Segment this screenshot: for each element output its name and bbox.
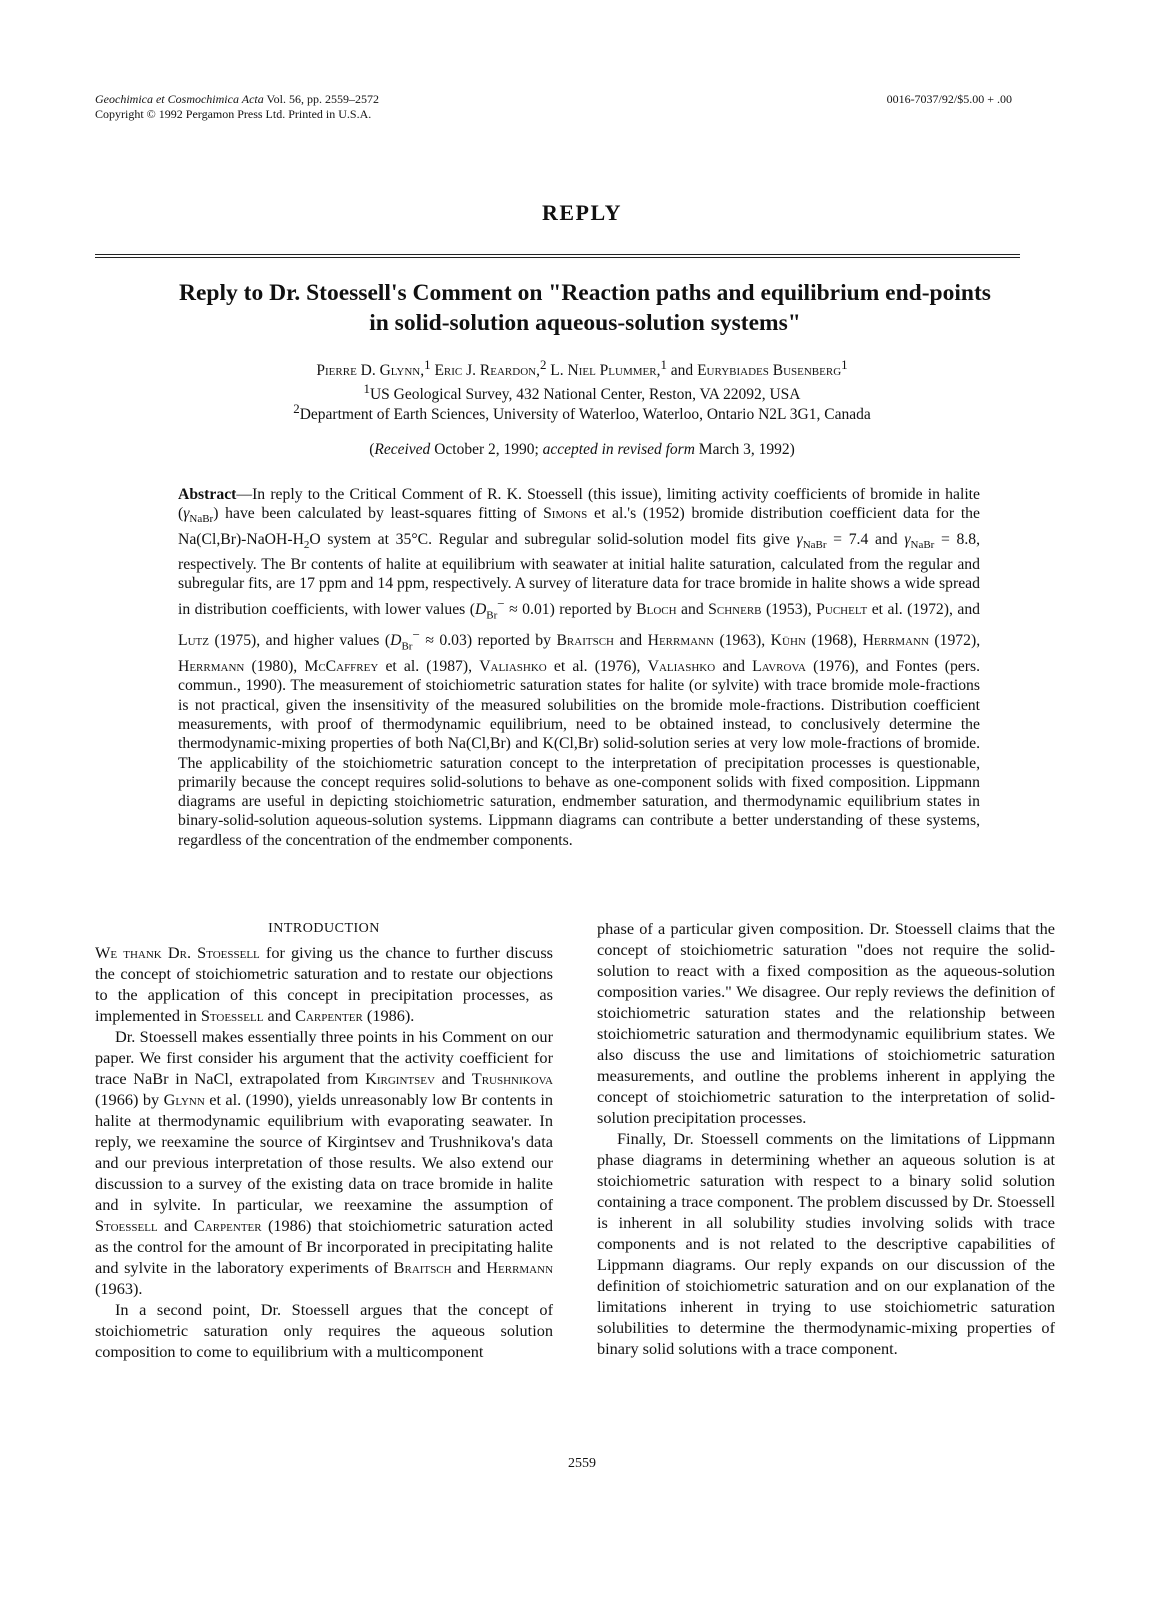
section-label: REPLY <box>541 200 623 225</box>
paragraph-text: and <box>441 1069 466 1088</box>
affiliation-1-text: US Geological Survey, 432 National Center, Reston, VA 22092, USA <box>369 386 801 404</box>
cited-name: Stoessell <box>200 1006 264 1025</box>
received-label: Received <box>374 441 431 458</box>
author-1: Pierre D. Glynn, <box>316 362 425 380</box>
abstract-text: —In reply to the Critical Comment of R. K. Stoessell (this issue), limiting activity coefficients of bromide in halite ( <box>178 486 980 523</box>
abstract-text: (1963), <box>719 632 766 650</box>
intro-paragraph-2 <box>95 1026 553 1299</box>
abstract-subscript: Br <box>486 609 498 622</box>
right-column <box>597 918 1055 1359</box>
abstract-symbol: γ <box>796 530 803 548</box>
paragraph-text: (1963). <box>95 1279 143 1298</box>
abstract-cited-name: Schnerb <box>708 601 762 618</box>
abstract-subscript: NaBr <box>189 513 214 526</box>
paragraph-text: Dr. Stoessell makes essentially three points in his Comment on our paper. We first consider his argument that the activity coefficient for trace NaBr in NaCl, extrapolated from <box>95 1027 553 1088</box>
rule-top <box>95 254 1020 255</box>
author-3: L. Niel Plummer, <box>550 362 661 380</box>
journal-citation <box>95 92 379 122</box>
received-date: October 2, 1990; <box>434 441 539 458</box>
abstract-text: (1976), and Fontes (pers. commun., 1990). The measurement of stoichiometric saturation states for halite (or sylvite) with trace bromide mole-fractions is not practical, given the insensitivity of the measured solubilities on the bromide mole-fractions. Distribution coefficient measurements, with proof of thermodynamic equilibrium, need to be obtained instead, to conclusively determine the thermodynamic-mixing properties of both Na(Cl,Br) and K(Cl,Br) solid-solution series at very low mole-fractions of bromide. The applicability of the stoichiometric saturation concept to the interpretation of precipitation processes is questionable, primarily because the concept requires solid-solutions to behave as one-component solids with fixed composition. Lippmann diagrams are useful in depicting stoichiometric saturation, endmember saturation, and thermodynamic equilibrium states in binary-solid-solution aqueous-solution systems. Lippmann diagrams can contribute a better understanding of these systems, regardless of the concentration of the endmember components. <box>178 658 981 849</box>
paragraph-opening: We thank Dr. Stoessell <box>95 943 260 962</box>
abstract: Abstract—In reply to the Critical Comment of R. K. Stoessell (this issue), limiting activity coefficients of bromide in halite $(\gamma_{NaBr})$ have been calculated by least-squares fitting of Simons et al.'s (1952) bromide distribution coefficient data for the $Na(Cl,Br)-NaOH-H_2O$ system at 35°C. Regular and subregular solid-solution model fits give $\gamma_{NaBr} = 7.4$ and $\gamma_{NaBr} = 8.8$, respectively. The Br contents of halite at equilibrium with seawater at initial halite saturation, calculated from the regular and subregular fits, are 17 ppm and 14 ppm, respectively. A survey of literature data for trace bromide in halite shows a wide spread in distribution coefficients, with lower values $(D_{Br}^- \approx 0.01)$ reported by Bloch and Schnerb (1953), Puchelt et al. (1972), and Lutz (1975), and higher values $(D_{Br}^- \approx 0.03)$ reported by Braitsch and Herrmann (1963), Kühn (1968), Herrmann (1972), Herrmann (1980), McCaffrey et al. (1987), Valiashko et al. (1976), Valiashko and Lavrova (1976), and Fontes (pers. commun., 1990). The measurement of stoichiometric saturation states for halite (or sylvite) with trace bromide mole-fractions is not practical, given the insensitivity of the measured solubilities on the bromide mole-fractions. Distribution coefficient measurements, with proof of thermodynamic equilibrium, need to be obtained instead, to conclusively determine the thermodynamic-mixing properties of both Na(Cl,Br) and K(Cl,Br) solid-solution series at very low mole-fractions of bromide. The applicability of the stoichiometric saturation concept to the interpretation of precipitation processes is questionable, primarily because the concept requires solid-solutions to behave as one-component solids with fixed composition. Lippmann diagrams are useful in depicting stoichiometric saturation, endmember saturation, and thermodynamic equilibrium states in binary-solid-solution aqueous-solution systems. Lippmann diagrams can contribute a better understanding of these systems, regardless of the concentration of the endmember components. <box>178 486 981 849</box>
abstract-cited-name: Kühn <box>770 632 806 650</box>
abstract-text: and <box>619 632 643 650</box>
article-title <box>95 278 1075 338</box>
abstract-text: et al. (1987), <box>385 658 473 676</box>
author-4-sup: 1 <box>841 357 848 372</box>
abstract-subscript: 2 <box>303 538 310 551</box>
affiliation-2-text: Department of Earth Sciences, University of Waterloo, Waterloo, Ontario N2L 3G1, Canada <box>299 406 871 424</box>
abstract-cited-name: Herrmann <box>647 632 714 650</box>
volume-pages: Vol. 56, pp. 2559–2572 <box>266 92 379 106</box>
paragraph-text: (1986) that stoichiometric saturation acted as the control for the amount of Br incorporated in precipitating halite and sylvite in the laboratory experiments of <box>95 1216 553 1277</box>
abstract-cited-name: Bloch <box>636 601 677 618</box>
abstract-text: ≈ 0.03) reported by <box>425 632 551 650</box>
abstract-subscript: NaBr <box>802 538 827 551</box>
right-paragraph-1: phase of a particular given composition. Dr. Stoessell claims that the concept of stoichiometric saturation "does not require the solid-solution to react with a fixed composition as the aqueous-solution composition varies." We disagree. Our reply reviews the definition of stoichiometric saturation states and the relationship between stoichiometric saturation and thermodynamic equilibrium states. We also discuss the use and limitations of stoichiometric saturation measurements, and outline the problems inherent in applying the concept of stoichiometric saturation to the interpretation of solid-solution precipitation processes. <box>597 919 1055 1127</box>
cited-name: Trushnikova <box>471 1069 554 1088</box>
author-1-sup: 1 <box>424 357 431 372</box>
abstract-cited-name: Simons <box>543 505 588 523</box>
title-line-1: Reply to Dr. Stoessell's Comment on "Reaction paths and equilibrium end-points <box>179 280 991 306</box>
abstract-text: (1975), and higher values ( <box>214 632 391 650</box>
abstract-text: = 7.4 and <box>833 530 898 548</box>
revised-date: March 3, 1992 <box>698 441 790 458</box>
abstract-text: et al. (1976), <box>553 658 641 676</box>
abstract-text: (1968), <box>811 632 858 650</box>
abstract-symbol: D <box>390 632 402 650</box>
received-dates: (Received October 2, 1990; accepted in revised form March 3, 1992) <box>369 441 795 458</box>
title-line-2: in solid-solution aqueous-solution systems" <box>369 310 801 336</box>
author-2-sup: 2 <box>539 357 547 372</box>
journal-name: Geochimica et Cosmochimica Acta <box>95 92 264 106</box>
abstract-cited-name: Valiashko <box>647 658 716 676</box>
abstract-text: ) have been calculated by least-squares fitting of <box>213 505 537 523</box>
right-paragraph-2: Finally, Dr. Stoessell comments on the limitations of Lippmann phase diagrams in determining whether an aqueous solution is at stoichiometric saturation with respect to a binary solid solution containing a trace component. The problem discussed by Dr. Stoessell is inherent in all solubility studies involving solids with trace components and is not related to the descriptive capabilities of Lippmann diagrams. Our reply expands on our discussion of the definition of stoichiometric saturation and on our explanation of the limitations inherent in trying to use stoichiometric saturation solubilities to determine the thermodynamic-mixing properties of binary solid solutions with a trace component. <box>597 1129 1055 1358</box>
affiliation-1-sup: 1 <box>363 381 370 396</box>
abstract-text: (1972), <box>934 632 981 650</box>
rule-bottom <box>95 257 1020 258</box>
abstract-lead: Abstract <box>178 486 237 503</box>
abstract-cited-name: Lavrova <box>752 658 806 676</box>
author-4: Eurybiades Busenberg <box>697 362 842 380</box>
intro-heading: INTRODUCTION <box>268 921 380 936</box>
intro-paragraph-1 <box>95 942 553 1026</box>
author-3-sup: 1 <box>660 357 667 372</box>
author-and: and <box>670 362 694 380</box>
abstract-symbol: γ <box>183 505 190 523</box>
cited-name: Glynn <box>163 1090 205 1109</box>
abstract-cited-name: Herrmann <box>862 632 929 650</box>
abstract-text: = 8.8, respectively. The Br contents of halite at equilibrium with seawater at initial halite saturation, calculated from the regular and subregular fits, are 17 ppm and 14 ppm, respectively. A survey of literature data for trace bromide in halite shows a wide spread in distribution coefficients, with lower values ( <box>178 530 981 618</box>
abstract-text: and <box>681 601 704 618</box>
cited-name: Carpenter <box>193 1216 262 1235</box>
abstract-text: (1953), <box>765 601 812 618</box>
cited-name: Carpenter <box>295 1006 363 1025</box>
abstract-cited-name: Valiashko <box>479 658 547 676</box>
article-code: 0016-7037/92/$5.00 + .00 <box>886 92 1012 106</box>
paragraph-text: (1966) by <box>95 1090 160 1109</box>
affiliation-2-sup: 2 <box>293 401 300 416</box>
abstract-cited-name: Puchelt <box>816 601 868 618</box>
abstract-subscript: NaBr <box>910 538 935 551</box>
abstract-cited-name: Lutz <box>178 632 209 650</box>
revised-label: accepted in revised form <box>542 441 695 458</box>
abstract-cited-name: Braitsch <box>556 632 614 650</box>
abstract-cited-name: McCaffrey <box>304 658 379 676</box>
abstract-text: et al.'s (1952) bromide distribution coefficient data for the Na(Cl,Br)-NaOH-H <box>178 505 980 548</box>
abstract-cited-name: Herrmann <box>178 658 245 676</box>
intro-paragraph-3: In a second point, Dr. Stoessell argues that the concept of stoichiometric saturation only requires the aqueous solution composition to come to equilibrium with a multicomponent <box>95 1300 553 1361</box>
abstract-text: et al. (1972), and <box>871 601 981 618</box>
cited-name: Braitsch <box>393 1258 452 1277</box>
abstract-symbol: D <box>474 601 487 618</box>
cited-name: Stoessell <box>95 1216 158 1235</box>
abstract-symbol: γ <box>904 530 911 548</box>
paragraph-text: and <box>164 1216 188 1235</box>
cited-name: Kirgintsev <box>365 1069 435 1088</box>
abstract-text: (1980), <box>251 658 298 676</box>
paragraph-text: and <box>267 1006 292 1025</box>
paragraph-text: for giving us the chance to further discuss the concept of stoichiometric saturation and to restate our objections to the application of this concept in precipitation processes, as implemented in <box>95 943 553 1025</box>
page-number: 2559 <box>568 1456 596 1471</box>
affiliation-2 <box>0 399 1164 425</box>
paragraph-text: et al. (1990), yields unreasonably low Br contents in halite at thermodynamic equilibrium with evaporating seawater. In reply, we reexamine the source of Kirgintsev and Trushnikova's data and our previous interpretation of those results. We also extend our discussion to a survey of the existing data on trace bromide in halite and in sylvite. In particular, we reexamine the assumption of <box>95 1090 553 1214</box>
abstract-text: ≈ 0.01) reported by <box>509 601 632 618</box>
copyright-line: Copyright © 1992 Pergamon Press Ltd. Printed in U.S.A. <box>95 107 372 121</box>
paragraph-text: (1986). <box>366 1006 415 1025</box>
author-2: Eric J. Reardon, <box>434 362 540 380</box>
paragraph-text: and <box>457 1258 481 1277</box>
abstract-text: O system at 35°C. Regular and subregular solid-solution model fits give <box>309 530 790 548</box>
left-column <box>95 918 553 1362</box>
cited-name: Herrmann <box>486 1258 554 1277</box>
abstract-text: and <box>722 658 745 676</box>
abstract-subscript: Br <box>401 640 413 653</box>
author-list <box>0 355 1164 381</box>
